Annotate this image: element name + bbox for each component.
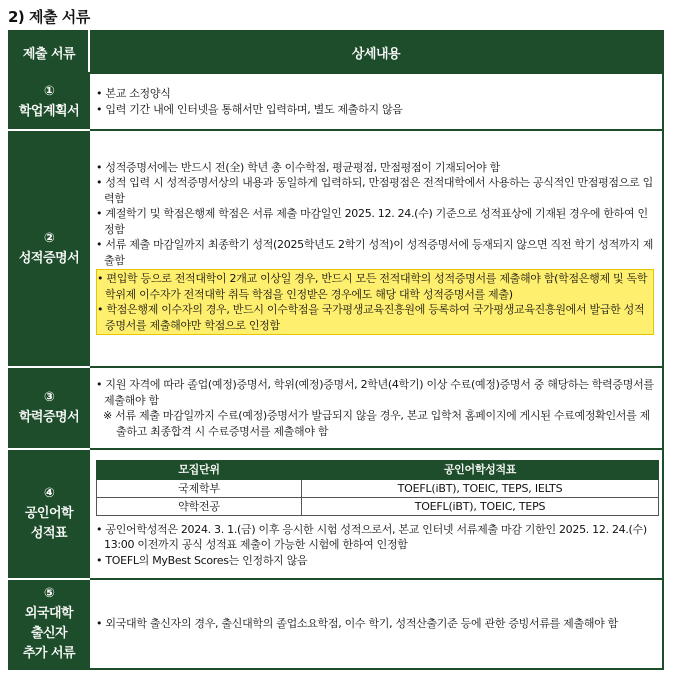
row-number: ⑤ [43,586,55,601]
list-item: • 성적증명서에는 반드시 전(全) 학년 총 이수학점, 평균평점, 만점평점이 기재되어야 함 [96,160,500,174]
row-category-transcript [9,130,89,367]
inner-header-row [97,460,659,479]
list-item: • 성적 입력 시 성적증명서상의 내용과 동일하게 입력하되, 만점평점은 전적대학에서 사용하는 공식적인 만점평점으로 입력함 [96,176,653,205]
row-number: ② [43,230,55,246]
note-item: ※ 서류 제출 마감일까지 수료(예정)증명서가 발급되지 않을 경우, 본교 입학처 홈페이지에 게시된 수료예정확인서를 제출하고 최종합격 시 수료증명서를 제출해야 함 [103,409,650,438]
table-row [9,449,663,579]
table-header-row [9,31,663,73]
table-row [9,130,663,367]
list-item: • TOEFL의 MyBest Scores는 인정하지 않음 [96,553,308,567]
row-title: 학업계획서 [18,103,80,119]
row-content [89,130,663,367]
row-title: 성적증명서 [18,250,80,266]
inner-cell: 국제학부 [97,479,302,497]
row-number: ③ [43,390,55,405]
row-content [89,579,663,669]
row-title: 외국대학 [24,606,74,621]
list-item: • 입력 기간 내에 인터넷을 통해서만 입력하며, 별도 제출하지 않음 [96,102,403,116]
row-category-language-score [9,449,89,579]
table-row [97,497,659,515]
section-title: 2) 제출 서류 [8,8,90,26]
row-title: 학력증명서 [18,410,80,425]
row-content [89,367,663,449]
list-item: • 지원 자격에 따라 졸업(예정)증명서, 학위(예정)증명서, 2학년(4학기) 이상 수료(예정)증명서 중 해당하는 학력증명서를 제출해야 함 [96,378,654,407]
highlight-box [96,269,654,335]
list-item: • 공인어학성적은 2024. 3. 1.(금) 이후 응시한 시험 성적으로서, 본교 인터넷 서류제출 마감 기한인 2025. 12. 24.(수) 13:00 이전까지 공식 성적표 제출이 가능한 시험에 한하여 인정함 [96,522,647,552]
table-row [9,579,663,669]
row-title: 출신자 [30,626,68,641]
list-item: • 서류 제출 마감일까지 최종학기 성적(2025학년도 2학기 성적)이 성적증명서에 등재되지 않으면 직전 학기 성적까지 제출함 [96,238,654,267]
inner-header-tests: 공인어학성적표 [302,460,659,479]
list-item: • 편입학 등으로 전적대학이 2개교 이상일 경우, 반드시 모든 전적대학의 성적증명서를 제출해야 함(학점은행제 및 독학학위제 이수자가 전적대학 취득 학점을 인정받은 경우에도 해당 대학 성적증명서를 제출) [97,272,648,301]
column-header-documents: 제출 서류 [9,31,89,73]
inner-cell: TOEFL(iBT), TOEIC, TEPS [302,497,659,515]
language-test-table [96,460,659,516]
list-item: • 학점은행제 이수자의 경우, 반드시 이수학점을 국가평생교육진흥원에 등록하여 국가평생교육진흥원에서 발급한 성적증명서를 제출해야만 학점으로 인정함 [97,303,645,332]
table-row [9,73,663,130]
row-category-foreign-university [9,579,89,669]
inner-cell: TOEFL(iBT), TOEIC, TEPS, IELTS [302,479,659,497]
row-number: ① [43,83,55,99]
row-number: ④ [43,486,55,501]
list-item: • 본교 소정양식 [96,87,171,100]
documents-table [8,30,664,670]
inner-cell: 약학전공 [97,497,302,515]
row-title: 공인어학 [24,506,74,521]
row-category-study-plan [9,73,89,130]
row-category-academic-certificate [9,367,89,449]
column-header-details: 상세내용 [89,31,663,73]
row-content [89,449,663,579]
inner-header-unit: 모집단위 [97,460,302,479]
row-content [89,73,663,130]
list-item: • 계절학기 및 학점은행제 학점은 서류 제출 마감일인 2025. 12. 24.(수) 기준으로 성적표상에 기재된 경우에 한하여 인정함 [96,207,648,236]
table-row [9,367,663,449]
table-row [97,479,659,497]
list-item: • 외국대학 출신자의 경우, 출신대학의 졸업소요학점, 이수 학기, 성적산출기준 등에 관한 증빙서류를 제출해야 함 [96,617,619,631]
row-title: 성적표 [30,526,68,541]
row-title: 추가 서류 [22,646,76,661]
